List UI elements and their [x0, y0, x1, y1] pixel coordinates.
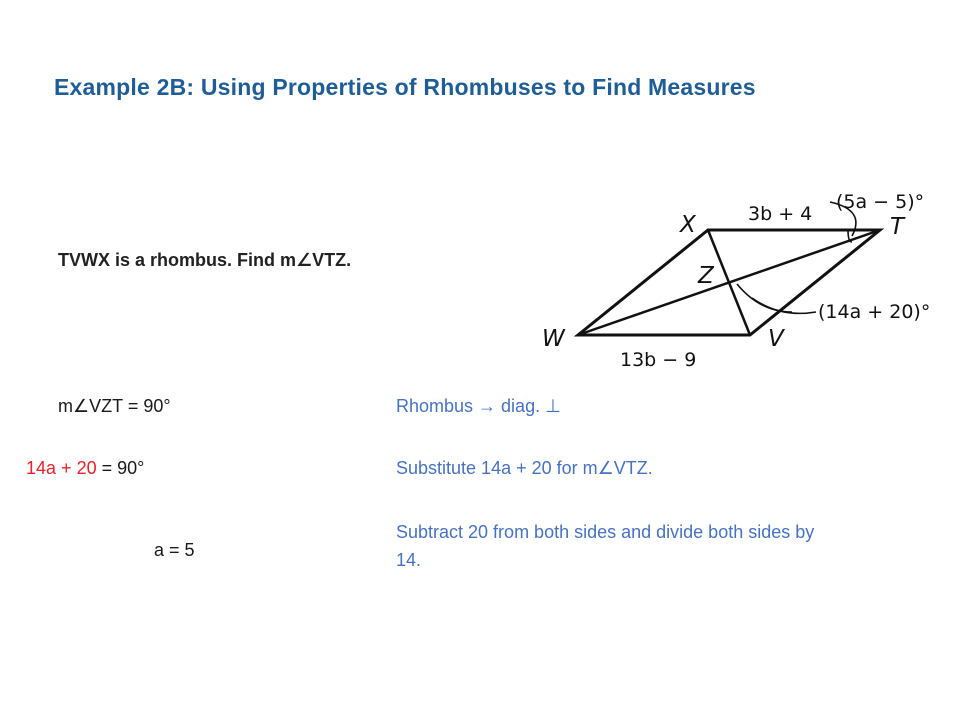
side-label-top: 3b + 4 — [748, 203, 813, 225]
reason-3-line-2: 14. — [396, 550, 422, 570]
reason-2-suffix: VTZ. — [613, 458, 653, 478]
perpendicular-icon: ⊥ — [545, 396, 561, 416]
step-1-rest: VZT = 90° — [89, 396, 171, 416]
vertex-label-t: T — [890, 214, 905, 240]
step-3: a = 5 — [154, 540, 195, 560]
step-2-term-2: 20 — [76, 458, 97, 478]
angle-symbol-icon: ∠ — [597, 458, 614, 478]
reason-1-text-2: diag. — [496, 396, 546, 416]
rhombus-figure — [530, 180, 950, 380]
page-title: Example 2B: Using Properties of Rhombuses to Find Measures — [54, 74, 756, 100]
step-1-prefix: m — [58, 396, 73, 416]
vertex-label-v: V — [768, 326, 784, 352]
angle-symbol-icon: ∠ — [296, 250, 313, 270]
side-label-bottom: 13b − 9 — [620, 349, 697, 371]
arrow-right-icon: → — [478, 396, 497, 416]
reason-2-prefix: Substitute 14a + 20 for m — [396, 458, 598, 478]
reason-3-line-1: Subtract 20 from both sides and divide both sides by — [396, 522, 815, 542]
reason-3 — [396, 518, 926, 574]
vertex-label-x: X — [680, 212, 696, 238]
problem-suffix: VTZ. — [312, 250, 352, 270]
step-2-rest: = 90° — [96, 458, 145, 478]
step-2 — [26, 458, 144, 479]
diagonal-xv — [708, 230, 750, 335]
vertex-label-w: W — [542, 326, 565, 352]
reason-2 — [396, 458, 653, 479]
angle-symbol-icon: ∠ — [73, 396, 90, 416]
vertex-label-z: Z — [698, 263, 714, 289]
reason-1 — [396, 396, 561, 417]
problem-prefix: TVWX is a rhombus. Find m — [58, 250, 297, 270]
problem-statement — [58, 250, 351, 271]
reason-1-text: Rhombus — [396, 396, 479, 416]
angle-label-z: (14a + 20)° — [818, 301, 931, 323]
angle-label-t: (5a − 5)° — [836, 191, 925, 213]
step-2-operator: + — [56, 458, 77, 478]
step-1 — [58, 396, 171, 417]
step-2-term-1: 14a — [26, 458, 57, 478]
